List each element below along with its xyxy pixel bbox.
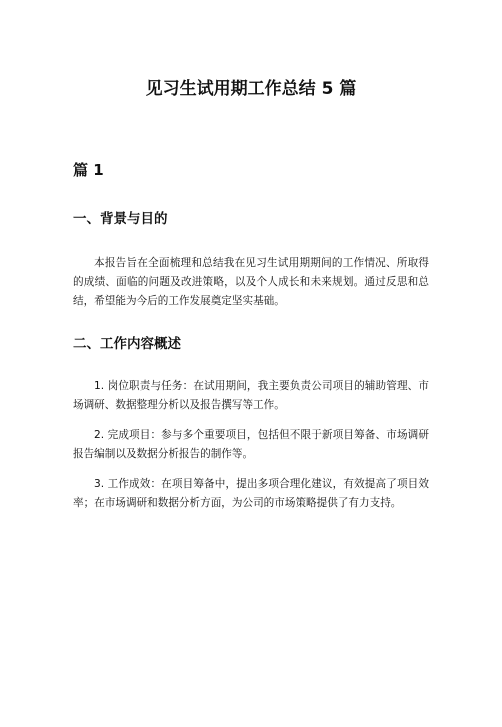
section-heading-work-overview: 二、工作内容概述 (73, 336, 181, 352)
part-heading: 篇 1 (73, 161, 104, 179)
list-item: 2. 完成项目：参与多个重要项目，包括但不限于新项目筹备、市场调研报告编制以及数据分析报告的制作等。 (73, 429, 429, 460)
document-page (0, 78, 502, 727)
document-title: 见习生试用期工作总结 5 篇 (145, 79, 357, 99)
section-heading-background: 一、背景与目的 (73, 211, 168, 227)
section-paragraph: 本报告旨在全面梳理和总结我在见习生试用期期间的工作情况、所取得的成绩、面临的问题及改进策略，以及个人成长和未来规划。通过反思和总结，希望能为今后的工作发展奠定坚实基础。 (73, 257, 429, 307)
list-item: 1. 岗位职责与任务：在试用期间，我主要负责公司项目的辅助管理、市场调研、数据整理分析以及报告撰写等工作。 (73, 380, 429, 411)
list-item: 3. 工作成效：在项目筹备中，提出多项合理化建议，有效提高了项目效率；在市场调研和数据分析方面，为公司的市场策略提供了有力支持。 (73, 478, 429, 509)
